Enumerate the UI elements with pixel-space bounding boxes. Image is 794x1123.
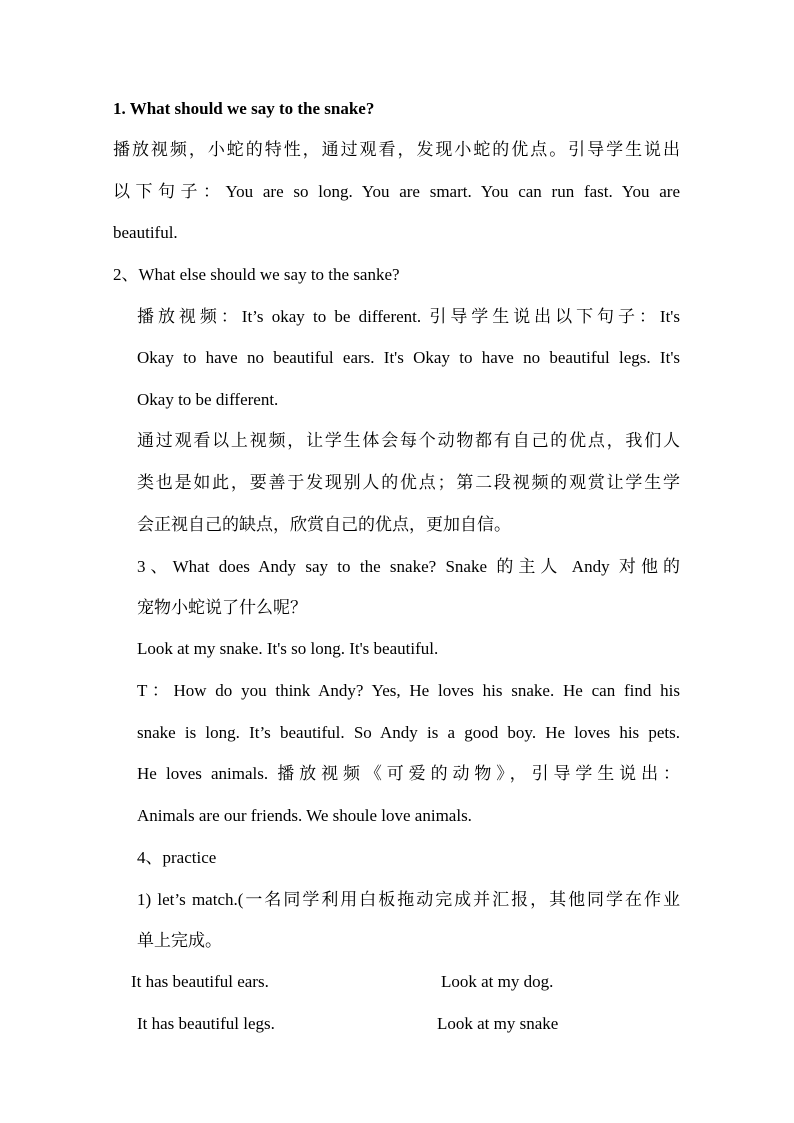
match-row-1-left: It has beautiful ears. <box>131 972 269 991</box>
section-4-line-1: 1) let’s match.(一名同学利用白板拖动完成并汇报，其他同学在作业 <box>137 890 680 909</box>
section-2-line-4: 通过观看以上视频，让学生体会每个动物都有自己的优点，我们人 <box>137 431 680 450</box>
section-1-line-3: beautiful. <box>113 223 178 242</box>
section-4-line-2: 单上完成。 <box>137 931 222 950</box>
section-3-line-4: T：How do you think Andy? Yes, He loves his snake. He can find his <box>137 681 680 700</box>
section-1-line-2: 以下句子：You are so long. You are smart. You can run fast. You are <box>113 182 680 201</box>
section-1-heading: 1. What should we say to the snake? <box>113 99 375 118</box>
section-3-line-2: 宠物小蛇说了什么呢？ <box>137 598 307 617</box>
section-4-heading: 4、practice <box>137 848 217 867</box>
section-2-line-3: Okay to be different. <box>137 390 279 409</box>
section-3-line-3: Look at my snake. It's so long. It's beautiful. <box>137 639 439 658</box>
match-row-1-right: Look at my dog. <box>441 972 554 991</box>
match-row-2-left: It has beautiful legs. <box>137 1014 275 1033</box>
match-row-2-right: Look at my snake <box>437 1014 559 1033</box>
section-2-heading: 2、What else should we say to the sanke? <box>113 265 400 284</box>
section-3-line-6: He loves animals. 播放视频《可爱的动物》，引导学生说出： <box>137 764 680 783</box>
section-2-line-6: 会正视自己的缺点，欣赏自己的优点，更加自信。 <box>137 515 511 534</box>
section-3-line-1: 3、What does Andy say to the snake? Snake 的主人 Andy 对他的 <box>137 557 680 576</box>
section-2-line-5: 类也是如此，要善于发现别人的优点；第二段视频的观赏让学生学 <box>137 473 680 492</box>
section-1-line-1: 播放视频，小蛇的特性，通过观看，发现小蛇的优点。引导学生说出 <box>113 140 680 159</box>
section-3-line-7: Animals are our friends. We shoule love animals. <box>137 806 472 825</box>
section-3-line-5: snake is long. It’s beautiful. So Andy is a good boy. He loves his pets. <box>137 723 680 742</box>
section-2-line-1: 播放视频：It’s okay to be different. 引导学生说出以下句子：It's <box>137 307 680 326</box>
section-2-line-2: Okay to have no beautiful ears. It's Okay to have no beautiful legs. It's <box>137 348 680 367</box>
